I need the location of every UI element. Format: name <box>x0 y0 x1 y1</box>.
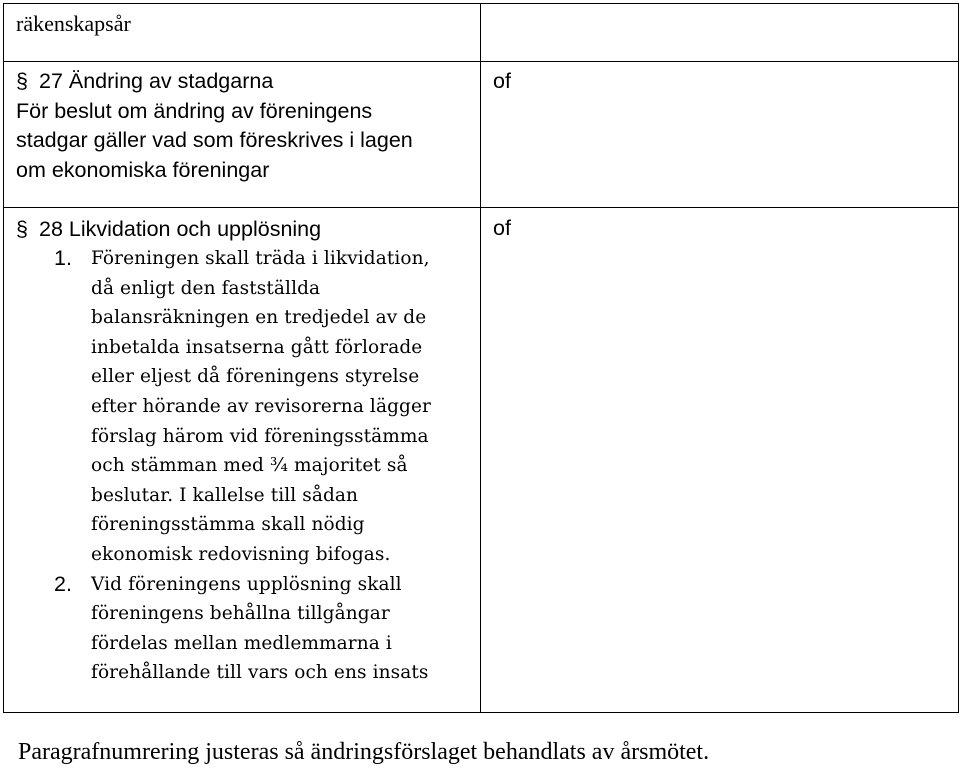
list-line: efter hörande av revisorerna lägger <box>91 395 431 417</box>
section-heading <box>16 67 413 97</box>
table-cell-left <box>4 4 481 62</box>
section-sign-icon: § <box>16 69 28 93</box>
list-item <box>16 244 466 570</box>
list-line: och stämman med ¾ majoritet så <box>91 455 408 477</box>
section-heading <box>16 215 321 244</box>
table-cell-right <box>481 62 959 208</box>
list-line: ekonomisk redovisning bifogas. <box>91 543 391 565</box>
section-heading-text: 27 Ändring av stadgarna <box>39 69 274 93</box>
list-item <box>16 570 466 688</box>
table-row <box>4 62 959 208</box>
row-status: of <box>493 69 511 93</box>
table-cell-left <box>4 208 481 713</box>
list-line: beslutar. I kallelse till sådan <box>91 484 359 506</box>
list-line: förslag härom vid föreningsstämma <box>91 425 429 447</box>
list-number: 2. <box>54 571 73 596</box>
list-line: Vid föreningens upplösning skall <box>91 573 402 595</box>
document-table <box>3 3 959 713</box>
list-line: föreningsstämma skall nödig <box>91 514 365 536</box>
section-27 <box>16 67 413 185</box>
section-sign-icon: § <box>16 217 28 241</box>
list-line: balansräkningen en tredjedel av de <box>91 307 427 329</box>
section-28 <box>16 215 321 244</box>
section-heading-text: 28 Likvidation och upplösning <box>39 217 322 241</box>
table-row <box>4 208 959 713</box>
list-line: då enligt den fastställda <box>91 277 321 299</box>
table-cell-right <box>481 4 959 62</box>
list-line: förehållande till vars och ens insats <box>91 662 429 684</box>
table-cell-right <box>481 208 959 713</box>
section-body-line: stadgar gäller vad som föreskrives i lagen <box>16 128 413 152</box>
section-body-line: om ekonomiska föreningar <box>16 157 270 182</box>
footer-note: Paragrafnumrering justeras så ändringsförslaget behandlats av årsmötet. <box>18 739 710 765</box>
table-row <box>4 4 959 62</box>
row-status: of <box>493 216 511 240</box>
list-line: föreningens behållna tillgångar <box>91 603 390 625</box>
list-number: 1. <box>54 246 73 270</box>
table-cell-left <box>4 62 481 208</box>
list-line: fördelas mellan medlemmarna i <box>91 632 392 654</box>
numbered-list <box>16 244 466 688</box>
list-line: eller eljest då föreningens styrelse <box>91 366 420 388</box>
section-body-line: För beslut om ändring av föreningens <box>16 98 373 123</box>
list-line: inbetalda insatserna gått förlorade <box>91 336 423 358</box>
list-line: Föreningen skall träda i likvidation, <box>91 248 430 269</box>
row-text-rakenskapsar: räkenskapsår <box>16 11 131 36</box>
